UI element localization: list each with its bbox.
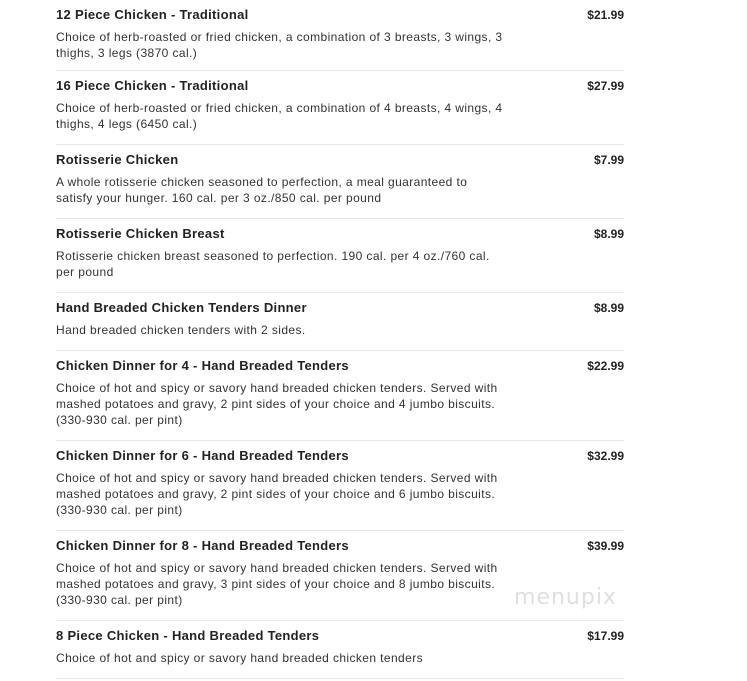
item-name: Rotisserie Chicken: [56, 152, 179, 167]
item-price: $22.99: [587, 359, 624, 373]
item-price: $39.99: [587, 539, 624, 553]
item-name: Rotisserie Chicken Breast: [56, 226, 225, 241]
item-description: A whole rotisserie chicken seasoned to perfection, a meal guaranteed to satisfy your hunger. 160 cal. per 3 oz./850 cal. per pound: [56, 175, 468, 205]
menu-item: [56, 351, 624, 441]
item-description: Choice of herb-roasted or fried chicken, a combination of 4 breasts, 4 wings, 4 thighs, 4 legs (6450 cal.): [56, 101, 503, 131]
item-price: $7.99: [593, 153, 624, 167]
item-description: Choice of hot and spicy or savory hand breaded chicken tenders. Served with mashed potatoes and gravy, 2 pint sides of your choice and 4 jumbo biscuits. (330-930 cal. per pint): [56, 381, 498, 427]
item-price: $8.99: [593, 301, 624, 315]
item-name: Chicken Dinner for 8 - Hand Breaded Tenders: [56, 538, 349, 553]
item-description: Choice of hot and spicy or savory hand breaded chicken tenders: [56, 651, 424, 665]
menu-list: [56, 0, 624, 679]
menu-item: [56, 219, 624, 293]
menupix-watermark: menupix: [514, 585, 617, 610]
item-description: Choice of herb-roasted or fried chicken, a combination of 3 breasts, 3 wings, 3 thighs, 3 legs (3870 cal.): [56, 30, 503, 60]
menu-item: [56, 145, 624, 219]
item-price: $17.99: [587, 629, 624, 643]
item-name: Chicken Dinner for 6 - Hand Breaded Tenders: [56, 448, 349, 463]
item-price: $32.99: [587, 449, 624, 463]
item-price: $8.99: [593, 227, 624, 241]
item-price: $27.99: [587, 79, 624, 93]
item-name: 8 Piece Chicken - Hand Breaded Tenders: [56, 628, 320, 643]
item-description: Hand breaded chicken tenders with 2 sides.: [56, 323, 306, 337]
menu-item: [56, 71, 624, 145]
item-name: 16 Piece Chicken - Traditional: [56, 78, 249, 93]
item-description: Choice of hot and spicy or savory hand breaded chicken tenders. Served with mashed potatoes and gravy, 3 pint sides of your choice and 8 jumbo biscuits. (330-930 cal. per pint): [56, 561, 498, 607]
item-description: Choice of hot and spicy or savory hand breaded chicken tenders. Served with mashed potatoes and gravy, 2 pint sides of your choice and 6 jumbo biscuits. (330-930 cal. per pint): [56, 471, 498, 517]
menu-item: [56, 293, 624, 351]
menu-item: [56, 0, 624, 71]
item-name: 12 Piece Chicken - Traditional: [56, 7, 249, 22]
menu-item: [56, 441, 624, 531]
item-description: Rotisserie chicken breast seasoned to perfection. 190 cal. per 4 oz./760 cal. per pound: [56, 249, 490, 279]
item-name: Chicken Dinner for 4 - Hand Breaded Tenders: [56, 358, 349, 373]
menu-item: [56, 621, 624, 679]
item-name: Hand Breaded Chicken Tenders Dinner: [56, 300, 307, 315]
item-price: $21.99: [587, 8, 624, 22]
